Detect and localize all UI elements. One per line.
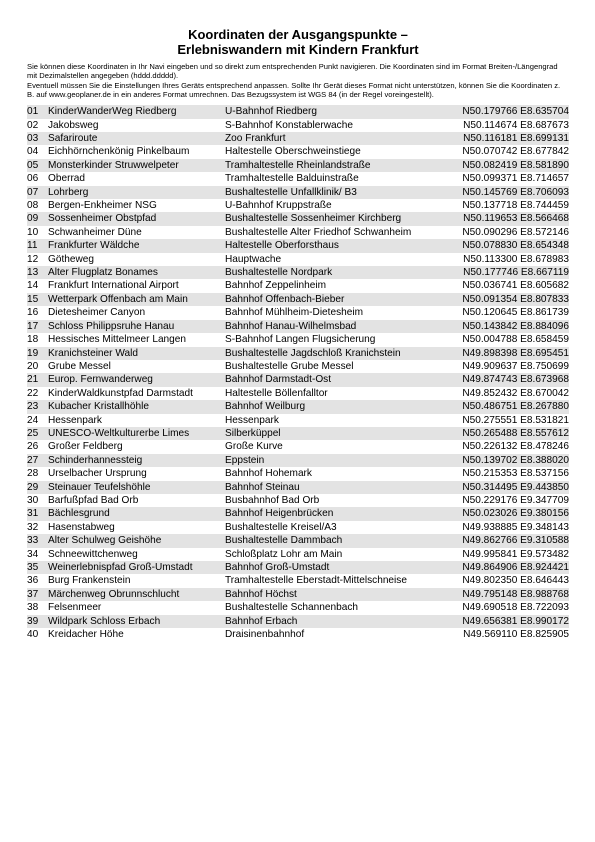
row-number: 18 (27, 333, 48, 346)
row-number: 09 (27, 212, 48, 225)
route-name: Jakobsweg (48, 119, 225, 132)
row-number: 39 (27, 615, 48, 628)
table-row (27, 521, 569, 534)
row-number: 27 (27, 454, 48, 467)
row-number: 25 (27, 427, 48, 440)
route-name: Schinderhannessteig (48, 454, 225, 467)
coordinates: N49.802350 E8.646443 (444, 574, 569, 587)
coordinates: N49.862766 E9.310588 (444, 534, 569, 547)
table-row (27, 253, 569, 266)
route-name: Schloss Philippsruhe Hanau (48, 320, 225, 333)
table-row (27, 306, 569, 319)
coordinates: N49.656381 E8.990172 (444, 615, 569, 628)
coordinates: N50.004788 E8.658459 (444, 333, 569, 346)
coordinates: N50.114674 E8.687673 (444, 119, 569, 132)
row-number: 22 (27, 387, 48, 400)
document-page (27, 28, 569, 641)
table-row (27, 440, 569, 453)
row-number: 34 (27, 548, 48, 561)
row-number: 16 (27, 306, 48, 319)
start-point: Hessenpark (225, 414, 444, 427)
coordinates: N50.036741 E8.605682 (444, 279, 569, 292)
table-row (27, 347, 569, 360)
row-number: 26 (27, 440, 48, 453)
coordinates: N49.690518 E8.722093 (444, 601, 569, 614)
table-row (27, 574, 569, 587)
row-number: 30 (27, 494, 48, 507)
start-point: U-Bahnhof Kruppstraße (225, 199, 444, 212)
row-number: 04 (27, 145, 48, 158)
route-name: Grube Messel (48, 360, 225, 373)
start-point: Tramhaltestelle Eberstadt-Mittelschneise (225, 574, 444, 587)
table-row (27, 548, 569, 561)
coordinates: N49.852432 E8.670042 (444, 387, 569, 400)
route-name: Wildpark Schloss Erbach (48, 615, 225, 628)
coordinates: N50.078830 E8.654348 (444, 239, 569, 252)
route-name: Bergen-Enkheimer NSG (48, 199, 225, 212)
coordinates: N50.179766 E8.635704 (444, 105, 569, 118)
route-name: Burg Frankenstein (48, 574, 225, 587)
table-row (27, 427, 569, 440)
route-name: Frankfurt International Airport (48, 279, 225, 292)
table-row (27, 333, 569, 346)
row-number: 08 (27, 199, 48, 212)
table-row (27, 387, 569, 400)
title-line-2: Erlebniswandern mit Kindern Frankfurt (177, 41, 419, 57)
row-number: 14 (27, 279, 48, 292)
table-row (27, 320, 569, 333)
table-row (27, 494, 569, 507)
route-name: Schwanheimer Düne (48, 226, 225, 239)
start-point: Busbahnhof Bad Orb (225, 494, 444, 507)
route-name: Urselbacher Ursprung (48, 467, 225, 480)
row-number: 11 (27, 239, 48, 252)
table-row (27, 588, 569, 601)
coordinates: N50.139702 E8.388020 (444, 454, 569, 467)
route-name: Schneewittchenweg (48, 548, 225, 561)
coordinates-table (27, 105, 569, 641)
route-name: Dietesheimer Canyon (48, 306, 225, 319)
coordinates: N49.898398 E8.695451 (444, 347, 569, 360)
route-name: Kreidacher Höhe (48, 628, 225, 641)
start-point: Bahnhof Darmstadt-Ost (225, 373, 444, 386)
table-row (27, 199, 569, 212)
coordinates: N50.070742 E8.677842 (444, 145, 569, 158)
start-point: Bushaltestelle Alter Friedhof Schwanheim (225, 226, 444, 239)
coordinates: N50.314495 E9.443850 (444, 481, 569, 494)
start-point: Bushaltestelle Unfallklinik/ B3 (225, 186, 444, 199)
start-point: S-Bahnhof Konstablerwache (225, 119, 444, 132)
start-point: Bushaltestelle Jagdschloß Kranichstein (225, 347, 444, 360)
start-point: Zoo Frankfurt (225, 132, 444, 145)
table-row (27, 279, 569, 292)
row-number: 33 (27, 534, 48, 547)
coordinates: N50.265488 E8.557612 (444, 427, 569, 440)
start-point: Bahnhof Erbach (225, 615, 444, 628)
table-row (27, 561, 569, 574)
intro-paragraph-2: Eventuell müssen Sie die Einstellungen Ihres Geräts entsprechend anpassen. Sollte Ihr Gerät dieses Format nicht unterstützen, können Sie die Koordinaten z. B. auf www.geoplaner.de in ein anderes Format umrechnen. Das Bezugssystem ist WGS 84 (in der Regel voreingestellt). (27, 80, 561, 99)
row-number: 20 (27, 360, 48, 373)
route-name: Hessisches Mittelmeer Langen (48, 333, 225, 346)
row-number: 24 (27, 414, 48, 427)
row-number: 15 (27, 293, 48, 306)
start-point: Tramhaltestelle Balduinstraße (225, 172, 444, 185)
route-name: KinderWanderWeg Riedberg (48, 105, 225, 118)
table-row (27, 105, 569, 118)
coordinates: N50.145769 E8.706093 (444, 186, 569, 199)
route-name: Oberrad (48, 172, 225, 185)
coordinates: N50.275551 E8.531821 (444, 414, 569, 427)
route-name: Großer Feldberg (48, 440, 225, 453)
coordinates: N50.023026 E9.380156 (444, 507, 569, 520)
route-name: Frankfurter Wäldche (48, 239, 225, 252)
start-point: Große Kurve (225, 440, 444, 453)
coordinates: N50.082419 E8.581890 (444, 159, 569, 172)
row-number: 03 (27, 132, 48, 145)
coordinates: N50.120645 E8.861739 (444, 306, 569, 319)
table-row (27, 226, 569, 239)
coordinates: N50.143842 E8.884096 (444, 320, 569, 333)
intro-text (27, 62, 569, 99)
route-name: Kubacher Kristallhöhle (48, 400, 225, 413)
coordinates: N50.215353 E8.537156 (444, 467, 569, 480)
coordinates: N50.229176 E9.347709 (444, 494, 569, 507)
route-name: Barfußpfad Bad Orb (48, 494, 225, 507)
route-name: KinderWaldkunstpfad Darmstadt (48, 387, 225, 400)
table-row (27, 132, 569, 145)
route-name: Europ. Fernwanderweg (48, 373, 225, 386)
coordinates: N50.116181 E8.699131 (444, 132, 569, 145)
coordinates: N50.226132 E8.478246 (444, 440, 569, 453)
row-number: 05 (27, 159, 48, 172)
table-row (27, 159, 569, 172)
row-number: 37 (27, 588, 48, 601)
start-point: U-Bahnhof Riedberg (225, 105, 444, 118)
start-point: Bushaltestelle Sossenheimer Kirchberg (225, 212, 444, 225)
start-point: Bahnhof Groß-Umstadt (225, 561, 444, 574)
intro-paragraph-1: Sie können diese Koordinaten in Ihr Navi eingeben und so direkt zum entsprechenden Punkt navigieren. Die Koordinaten sind im Format Breiten-/Längengrad mit Dezimalstellen angegeben (hddd.ddddd). (27, 62, 558, 81)
coordinates: N49.795148 E8.988768 (444, 588, 569, 601)
start-point: Silberküppel (225, 427, 444, 440)
table-row (27, 119, 569, 132)
start-point: Schloßplatz Lohr am Main (225, 548, 444, 561)
table-row (27, 414, 569, 427)
route-name: UNESCO-Weltkulturerbe Limes (48, 427, 225, 440)
coordinates: N49.995841 E9.573482 (444, 548, 569, 561)
coordinates: N49.874743 E8.673968 (444, 373, 569, 386)
coordinates-table-body (27, 105, 569, 641)
start-point: Bahnhof Zeppelinheim (225, 279, 444, 292)
coordinates: N49.938885 E9.348143 (444, 521, 569, 534)
row-number: 06 (27, 172, 48, 185)
table-row (27, 239, 569, 252)
row-number: 35 (27, 561, 48, 574)
table-row (27, 186, 569, 199)
row-number: 28 (27, 467, 48, 480)
table-row (27, 534, 569, 547)
row-number: 23 (27, 400, 48, 413)
start-point: Bahnhof Steinau (225, 481, 444, 494)
row-number: 31 (27, 507, 48, 520)
start-point: Bahnhof Hanau-Wilhelmsbad (225, 320, 444, 333)
route-name: Alter Flugplatz Bonames (48, 266, 225, 279)
route-name: Kranichsteiner Wald (48, 347, 225, 360)
row-number: 19 (27, 347, 48, 360)
start-point: Draisinenbahnhof (225, 628, 444, 641)
route-name: Hasenstabweg (48, 521, 225, 534)
row-number: 38 (27, 601, 48, 614)
table-row (27, 467, 569, 480)
table-row (27, 507, 569, 520)
coordinates: N50.177746 E8.667119 (444, 266, 569, 279)
table-row (27, 481, 569, 494)
route-name: Lohrberg (48, 186, 225, 199)
start-point: Bushaltestelle Schannenbach (225, 601, 444, 614)
start-point: Bahnhof Höchst (225, 588, 444, 601)
table-row (27, 360, 569, 373)
row-number: 01 (27, 105, 48, 118)
start-point: Bahnhof Heigenbrücken (225, 507, 444, 520)
route-name: Wetterpark Offenbach am Main (48, 293, 225, 306)
table-row (27, 266, 569, 279)
route-name: Götheweg (48, 253, 225, 266)
row-number: 32 (27, 521, 48, 534)
row-number: 29 (27, 481, 48, 494)
route-name: Monsterkinder Struwwelpeter (48, 159, 225, 172)
title-line-1: Koordinaten der Ausgangspunkte – (188, 27, 408, 42)
start-point: Hauptwache (225, 253, 444, 266)
table-row (27, 172, 569, 185)
table-row (27, 400, 569, 413)
row-number: 40 (27, 628, 48, 641)
coordinates: N49.909637 E8.750699 (444, 360, 569, 373)
table-row (27, 212, 569, 225)
route-name: Felsenmeer (48, 601, 225, 614)
row-number: 36 (27, 574, 48, 587)
start-point: Bushaltestelle Dammbach (225, 534, 444, 547)
start-point: Tramhaltestelle Rheinlandstraße (225, 159, 444, 172)
document-title (27, 28, 569, 57)
coordinates: N50.113300 E8.678983 (444, 253, 569, 266)
start-point: Eppstein (225, 454, 444, 467)
start-point: Haltestelle Böllenfalltor (225, 387, 444, 400)
table-row (27, 615, 569, 628)
row-number: 13 (27, 266, 48, 279)
route-name: Safariroute (48, 132, 225, 145)
row-number: 17 (27, 320, 48, 333)
coordinates: N50.486751 E8.267880 (444, 400, 569, 413)
table-row (27, 628, 569, 641)
start-point: Bushaltestelle Kreisel/A3 (225, 521, 444, 534)
route-name: Sossenheimer Obstpfad (48, 212, 225, 225)
coordinates: N50.137718 E8.744459 (444, 199, 569, 212)
start-point: Bahnhof Weilburg (225, 400, 444, 413)
start-point: Bushaltestelle Grube Messel (225, 360, 444, 373)
start-point: Bahnhof Mühlheim-Dietesheim (225, 306, 444, 319)
coordinates: N49.864906 E8.924421 (444, 561, 569, 574)
table-row (27, 454, 569, 467)
row-number: 21 (27, 373, 48, 386)
coordinates: N49.569110 E8.825905 (444, 628, 569, 641)
route-name: Hessenpark (48, 414, 225, 427)
coordinates: N50.091354 E8.807833 (444, 293, 569, 306)
route-name: Alter Schulweg Geishöhe (48, 534, 225, 547)
table-row (27, 373, 569, 386)
table-row (27, 145, 569, 158)
start-point: Haltestelle Oberforsthaus (225, 239, 444, 252)
route-name: Eichhörnchenkönig Pinkelbaum (48, 145, 225, 158)
start-point: Bahnhof Offenbach-Bieber (225, 293, 444, 306)
start-point: Bushaltestelle Nordpark (225, 266, 444, 279)
start-point: Haltestelle Oberschweinstiege (225, 145, 444, 158)
coordinates: N50.090296 E8.572146 (444, 226, 569, 239)
route-name: Bächlesgrund (48, 507, 225, 520)
route-name: Märchenweg Obrunnschlucht (48, 588, 225, 601)
start-point: S-Bahnhof Langen Flugsicherung (225, 333, 444, 346)
table-row (27, 601, 569, 614)
table-row (27, 293, 569, 306)
coordinates: N50.099371 E8.714657 (444, 172, 569, 185)
route-name: Weinerlebnispfad Groß-Umstadt (48, 561, 225, 574)
row-number: 10 (27, 226, 48, 239)
start-point: Bahnhof Hohemark (225, 467, 444, 480)
coordinates: N50.119653 E8.566468 (444, 212, 569, 225)
row-number: 07 (27, 186, 48, 199)
route-name: Steinauer Teufelshöhle (48, 481, 225, 494)
row-number: 12 (27, 253, 48, 266)
row-number: 02 (27, 119, 48, 132)
